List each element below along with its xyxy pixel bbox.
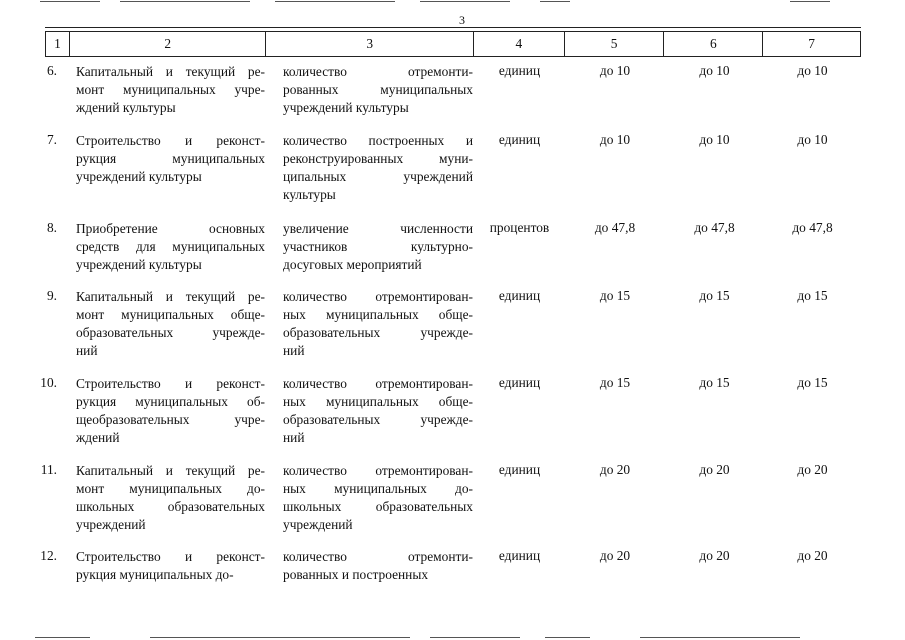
page-number: 3 [459, 13, 465, 27]
value-col-6: до 47,8 [694, 220, 735, 235]
unit-cell: единиц [498, 63, 541, 78]
unit-cell: единиц [498, 375, 541, 390]
scan-edge-top-6 [790, 1, 830, 2]
measure-name-line: монт муниципальных учре- [76, 82, 265, 97]
measure-name-line: Капитальный и текущий ре- [76, 289, 265, 304]
measure-name [76, 132, 265, 186]
value-col-6: до 20 [699, 462, 730, 477]
measure-name-line: образовательных учрежде- [76, 325, 265, 340]
scan-edge-top-5 [540, 1, 570, 2]
value-col-5: до 20 [599, 462, 631, 477]
indicator-line: учреждений культуры [283, 100, 409, 115]
indicator-line: увеличение численности [283, 221, 473, 236]
value-col-7: до 20 [797, 548, 828, 563]
value-col-5: до 10 [599, 63, 631, 78]
scan-edge-bottom-4 [545, 637, 590, 638]
indicator-line: количество отремонтирован- [283, 463, 473, 478]
value-col-6: до 15 [699, 288, 730, 303]
scan-edge-top-1 [40, 1, 100, 2]
unit-cell: единиц [498, 288, 541, 303]
indicator [283, 462, 473, 534]
indicator-line: рованных и построенных [283, 567, 429, 582]
measure-name-line: рукция муниципальных об- [76, 394, 265, 409]
measure-name-line: рукция муниципальных до- [76, 567, 234, 582]
measure-name-line: учреждений [76, 517, 146, 532]
indicator-line: ципальных учреждений [283, 169, 473, 184]
measure-name-line: Строительство и реконст- [76, 376, 265, 391]
row-number: 6. [46, 63, 57, 78]
indicator-line: реконструированных муни- [283, 151, 473, 166]
measure-name-line: средств для муниципальных [76, 239, 265, 254]
header-col-4: 4 [474, 32, 565, 56]
indicator-line: участников культурно- [283, 239, 473, 254]
indicator-line: образовательных учрежде- [283, 412, 473, 427]
scan-edge-top-3 [275, 1, 395, 2]
value-col-7: до 15 [797, 375, 828, 390]
indicator-line: рованных муниципальных [283, 82, 473, 97]
row-number: 12. [40, 548, 57, 563]
indicator [283, 132, 473, 204]
value-col-7: до 15 [797, 288, 828, 303]
header-col-1: 1 [46, 32, 70, 56]
measure-name-line: ждений [76, 430, 120, 445]
row-number: 11. [40, 462, 57, 477]
indicator-line: досуговых мероприятий [283, 257, 422, 272]
indicator-line: ных муниципальных обще- [283, 394, 473, 409]
measure-name-line: Капитальный и текущий ре- [76, 64, 265, 79]
header-col-3: 3 [266, 32, 473, 56]
header-col-2: 2 [70, 32, 267, 56]
measure-name [76, 63, 265, 117]
measure-name-line: монт муниципальных до- [76, 481, 265, 496]
measure-name-line: рукция муниципальных [76, 151, 265, 166]
value-col-5: до 47,8 [594, 220, 636, 235]
measure-name-line: монт муниципальных обще- [76, 307, 265, 322]
measure-name [76, 462, 265, 534]
header-col-7: 7 [808, 36, 815, 51]
row-number: 10. [40, 375, 57, 390]
indicator-line: ний [283, 430, 305, 445]
measure-name-line: Строительство и реконст- [76, 549, 265, 564]
scan-edge-top-2 [120, 1, 250, 2]
value-col-6: до 10 [699, 63, 730, 78]
indicator [283, 375, 473, 447]
indicator [283, 63, 473, 117]
header-top-rule [45, 27, 861, 28]
scan-edge-bottom-1 [35, 637, 90, 638]
value-col-7: до 10 [797, 132, 828, 147]
scan-edge-bottom-2 [150, 637, 410, 638]
measure-name [76, 375, 265, 447]
measure-name-line: ний [76, 343, 98, 358]
indicator-line: количество отремонти- [283, 549, 473, 564]
measure-name-line: школьных образовательных [76, 499, 265, 514]
measure-name-line: учреждений культуры [76, 169, 202, 184]
value-col-7: до 10 [797, 63, 828, 78]
value-col-5: до 15 [599, 375, 631, 390]
indicator-line: количество построенных и [283, 133, 473, 148]
measure-name-line: учреждений культуры [76, 257, 202, 272]
indicator-line: ний [283, 343, 305, 358]
unit-cell: единиц [498, 132, 541, 147]
scan-edge-bottom-3 [430, 637, 520, 638]
row-number: 9. [46, 288, 57, 303]
measure-name-line: Строительство и реконст- [76, 133, 265, 148]
scan-edge-top-4 [420, 1, 510, 2]
indicator-line: учреждений [283, 517, 353, 532]
header-col-6: 6 [664, 32, 763, 56]
indicator-line: школьных образовательных [283, 499, 473, 514]
indicator-line: количество отремонтирован- [283, 376, 473, 391]
indicator-line: образовательных учрежде- [283, 325, 473, 340]
header-col-5: 5 [565, 32, 665, 56]
unit-cell: единиц [498, 548, 541, 563]
indicator-line: ных муниципальных до- [283, 481, 473, 496]
indicator [283, 220, 473, 274]
value-col-7: до 20 [797, 462, 828, 477]
measure-name-line: щеобразовательных учре- [76, 412, 265, 427]
scan-edge-bottom-5 [640, 637, 800, 638]
measure-name-line: ждений культуры [76, 100, 176, 115]
indicator-line: ных муниципальных обще- [283, 307, 473, 322]
measure-name-line: Приобретение основных [76, 221, 265, 236]
value-col-7: до 47,8 [792, 220, 833, 235]
value-col-5: до 15 [599, 288, 631, 303]
measure-name [76, 548, 265, 584]
value-col-5: до 10 [599, 132, 631, 147]
table-header [45, 31, 861, 57]
indicator [283, 548, 473, 584]
row-number: 8. [46, 220, 57, 235]
value-col-6: до 10 [699, 132, 730, 147]
indicator-line: культуры [283, 187, 336, 202]
indicator [283, 288, 473, 360]
value-col-6: до 20 [699, 548, 730, 563]
indicator-line: количество отремонтирован- [283, 289, 473, 304]
value-col-5: до 20 [599, 548, 631, 563]
indicator-line: количество отремонти- [283, 64, 473, 79]
measure-name-line: Капитальный и текущий ре- [76, 463, 265, 478]
value-col-6: до 15 [699, 375, 730, 390]
measure-name [76, 220, 265, 274]
unit-cell: процентов [489, 220, 550, 235]
measure-name [76, 288, 265, 360]
unit-cell: единиц [498, 462, 541, 477]
row-number: 7. [46, 132, 57, 147]
